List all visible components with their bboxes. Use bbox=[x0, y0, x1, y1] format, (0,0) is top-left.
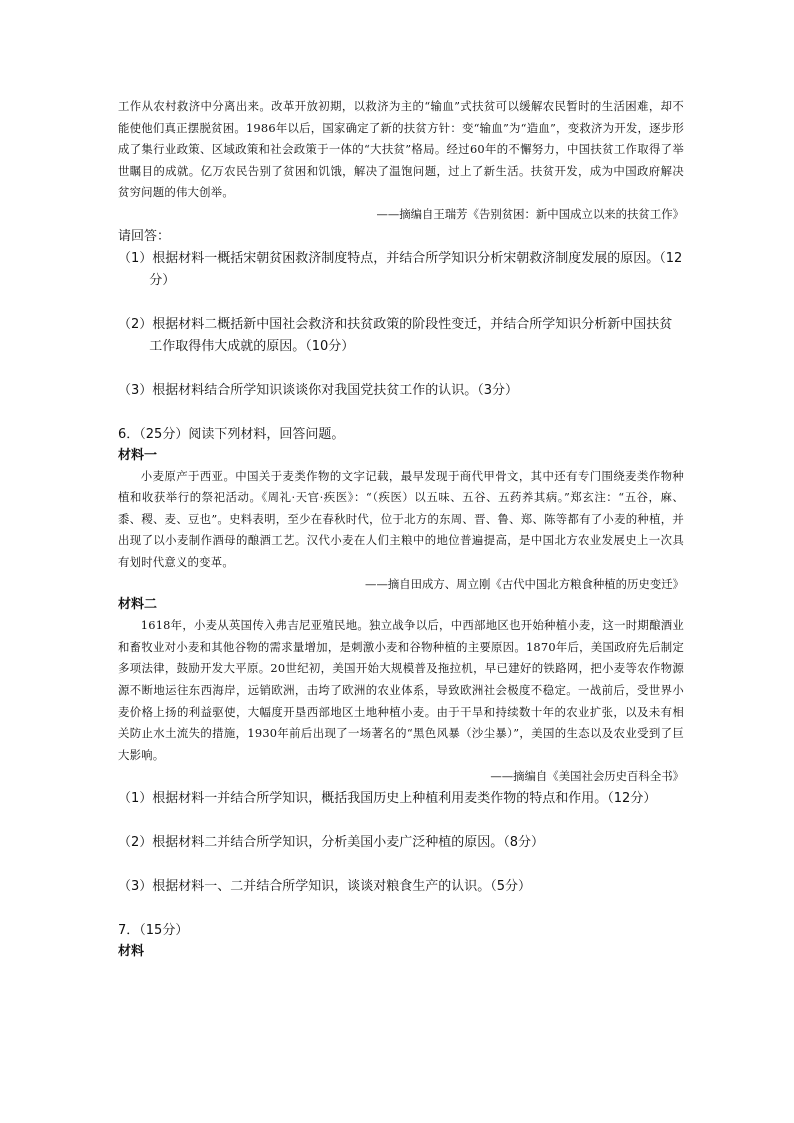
q7-material-label: 材料 bbox=[118, 943, 145, 959]
q6-material-1-text: 小麦原产于西亚。中国关于麦类作物的文字记载，最早发现于商代甲骨文，其中还有专门围绕麦类作物种植和收获举行的祭祀活动。《周礼·天官·疾医》：“（疾医）以五味、五谷、五药养其病。”郑玄注：“五谷，麻、黍、稷、麦、豆也”。史料表明，至少在春秋时代，位于北方的东周、晋、鲁、郑、陈等都有了小麦的种植，并出现了以小麦制作酒母的酿酒工艺。汉代小麦在人们主粮中的地位普遍提高，是中国北方农业发展史上一次具有划时代意义的变革。 bbox=[118, 468, 684, 569]
q6-material-2-label: 材料二 bbox=[118, 597, 158, 613]
q6-material-2-text: 1618年，小麦从英国传入弗吉尼亚殖民地。独立战争以后，中西部地区也开始种植小麦，这一时期酿酒业和畜牧业对小麦和其他谷物的需求量增加，是刺激小麦和谷物种植的主要原因。1870年后，美国政府先后制定多项法律，鼓励开发大平原。20世纪初，美国开始大规模普及拖拉机，早已建好的铁路网，把小麦等农作物源源不断地运往东西海岸，远销欧洲，击垮了欧洲的农业体系，导致欧洲社会极度不稳定。一战前后，受世界小麦价格上扬的利益驱使，大幅度开垦西部地区土地种植小麦。由于干旱和持续数十年的农业扩张，以及未有相关防止水土流失的措施，1930年前后出现了一场著名的“黑色风暴（沙尘暴）”，美国的生态以及农业受到了巨大影响。 bbox=[118, 618, 684, 762]
q6-material-2-source: ——摘编自《美国社会历史百科全书》 bbox=[490, 769, 684, 784]
q6-material-1-label: 材料一 bbox=[118, 447, 158, 463]
q6-question-1: （1）根据材料一并结合所学知识，概括我国历史上种植利用麦类作物的特点和作用。（12分） bbox=[118, 790, 657, 806]
q5-question-1: （1）根据材料一概括宋朝贫困救济制度特点，并结合所学知识分析宋朝救济制度发展的原因。（12分） bbox=[118, 250, 683, 288]
q5-question-2: （2）根据材料二概括新中国社会救济和扶贫政策的阶段性变迁，并结合所学知识分析新中国扶贫工作取得伟大成就的原因。（10分） bbox=[118, 316, 673, 354]
q5-question-3: （3）根据材料结合所学知识谈谈你对我国党扶贫工作的认识。（3分） bbox=[118, 382, 519, 398]
q5-material-paragraph: 工作从农村救济中分离出来。改革开放初期，以救济为主的“输血”式扶贫可以缓解农民暂时的生活困难，却不能使他们真正摆脱贫困。1986年以后，国家确定了新的扶贫方针：变“输血”为“造血”，变救济为开发，逐步形成了集行业政策、区域政策和社会政策于一体的“大扶贫”格局。经过60年的不懈努力，中国扶贫工作取得了举世瞩目的成就。亿万农民告别了贫困和饥饿，解决了温饱问题，过上了新生活。扶贫开发，成为中国政府解决贫穷问题的伟大创举。 bbox=[118, 99, 684, 200]
q6-question-2: （2）根据材料二并结合所学知识，分析美国小麦广泛种植的原因。（8分） bbox=[118, 834, 545, 850]
q6-question-3: （3）根据材料一、二并结合所学知识，谈谈对粮食生产的认识。（5分） bbox=[118, 878, 532, 894]
q5-material-text bbox=[118, 96, 684, 204]
exam-page bbox=[118, 96, 684, 962]
q6-material-1-source: ——摘自田成方、周立刚《古代中国北方粮食种植的历史变迁》 bbox=[365, 576, 684, 591]
q5-prompt: 请回答： bbox=[118, 228, 171, 244]
q6-title: 6．（25分）阅读下列材料，回答问题。 bbox=[118, 426, 345, 442]
q5-source: ——摘编自王瑞芳《告别贫困：新中国成立以来的扶贫工作》 bbox=[376, 206, 684, 221]
q7-title: 7．（15分） bbox=[118, 922, 189, 938]
